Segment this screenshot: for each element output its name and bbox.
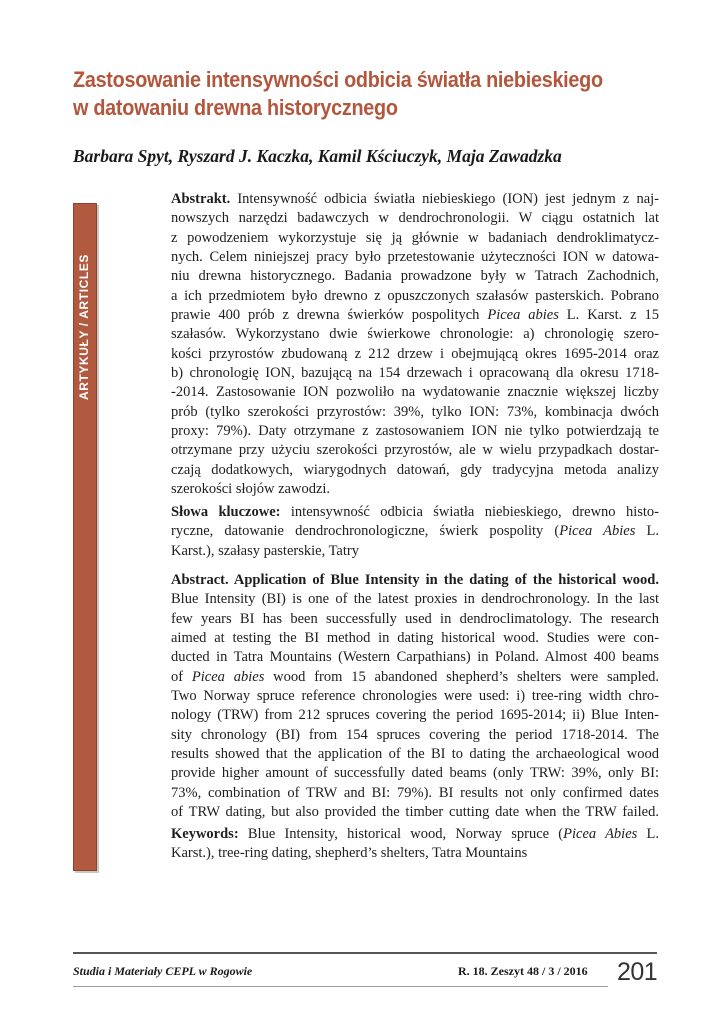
abstract-pl-line: nowszych narzędzi badawczych w dendrochronologii. W ciągu ostatnich lat	[171, 210, 659, 227]
abstract-pl-line: czają dodatkowych, wiarygodnych datowań, gdy tradycyjna metoda analizy	[171, 461, 659, 478]
article-title-line-1: Zastosowanie intensywności odbicia światła niebieskiego	[73, 67, 603, 92]
abstract-polish	[171, 190, 659, 500]
keywords-en-label: Keywords:	[171, 826, 239, 842]
species-name: Picea abies	[191, 668, 265, 685]
abstract-en-line: Blue Intensity (BI) is one of the latest proxies in dendrochronology. In the last	[171, 591, 659, 608]
abstract-pl-line: prawie 400 prób z drewna świerków pospolitych Picea abies L. Karst. z 15	[171, 307, 659, 324]
keywords-en-line: Keywords: Blue Intensity, historical wood, Norway spruce (Picea Abies L.	[171, 826, 659, 842]
abstract-en-line: of Picea abies wood from 15 abandoned shepherd’s shelters were sampled.	[171, 668, 659, 685]
page-number: 201	[617, 958, 658, 986]
abstract-pl-line: -2014. Zastosowanie ION pozwoliło na wydatowanie znacznie większej liczby	[171, 384, 659, 401]
species-name: Picea Abies	[559, 523, 636, 540]
abstract-en-line: sity chronology (BI) from 154 spruces covering the period 1718-2014. The	[171, 726, 659, 743]
species-name: Picea abies	[487, 307, 559, 324]
abstract-pl-line: z powodzeniem wykorzystuje się ją głównie w badaniach dendroklimatycz-	[171, 229, 659, 246]
abstract-pl-line: a ich przedmiotem było drewno z opuszczonych szałasów pasterskich. Pobrano	[171, 287, 659, 304]
abstract-en-line: of TRW dating, but also provided the timber cutting date when the TRW failed.	[171, 804, 659, 821]
abstract-pl-line: szerokości słojów zawodzi.	[171, 481, 331, 498]
article-title	[73, 66, 673, 122]
abstract-pl-line: otrzymane przy użyciu szerokości przyrostów, ale w wielu przypadkach dostar-	[171, 442, 659, 459]
abstract-en-label: Abstract. Application of Blue Intensity in the dating of the historical wood.	[171, 572, 659, 588]
article-title-line-2: w datowaniu drewna historycznego	[73, 95, 398, 120]
section-label: ARTYKUŁY / ARTICLES	[77, 253, 91, 401]
abstract-en-line: 73%, combination of TRW and BI: 79%). BI results not only confirmed dates	[171, 784, 659, 801]
keywords-pl-line: Słowa kluczowe: intensywność odbicia światła niebieskiego, drewno histo-	[171, 504, 659, 520]
keywords-english	[171, 825, 659, 864]
abstract-english	[171, 571, 659, 822]
abstract-pl-line: kości przyrostów zbudowaną z 212 drzew i obejmującą okres 1695-2014 oraz	[171, 345, 659, 362]
abstract-pl-label: Abstrakt.	[171, 191, 231, 207]
footer-divider-top	[73, 952, 657, 954]
keywords-pl-label: Słowa kluczowe:	[171, 504, 281, 520]
abstract-pl-line: szałasów. Wykorzystano dwie świerkowe chronologie: a) chronologię szero-	[171, 326, 659, 343]
abstract-en-line: results showed that the application of the BI to dating the archaeological wood	[171, 746, 659, 763]
abstract-pl-line: Abstrakt. Intensywność odbicia światła niebieskiego (ION) jest jednym z naj-	[171, 191, 659, 207]
abstract-en-line: aimed at testing the BI method in dating historical wood. Studies were con-	[171, 630, 659, 647]
abstract-pl-line: nych. Celem niniejszej pracy było przetestowanie użyteczności ION w datowa-	[171, 249, 659, 266]
footer-journal-name: Studia i Materiały CEPL w Rogowie	[73, 964, 253, 978]
abstract-en-line: Two Norway spruce reference chronologies were used: i) tree-ring width chro-	[171, 688, 659, 705]
keywords-pl-line: Karst.), szałasy pasterskie, Tatry	[171, 542, 359, 559]
keywords-polish	[171, 503, 659, 561]
abstract-en-line: ducted in Tatra Mountains (Western Carpathians) in Poland. Almost 400 beams	[171, 649, 659, 666]
keywords-pl-line: ryczne, datowanie dendrochronologiczne, świerk pospolity (Picea Abies L.	[171, 523, 659, 540]
footer-issue: R. 18. Zeszyt 48 / 3 / 2016	[458, 964, 588, 978]
abstract-pl-line: niu drewna historycznego. Badania prowadzone były w Tatrach Zachodnich,	[171, 268, 659, 285]
footer-divider-bottom	[73, 986, 608, 987]
abstract-en-line: provide higher amount of successfully dated beams (only TRW: 39%, only BI:	[171, 765, 659, 782]
abstract-en-line: nology (TRW) from 212 spruces covering the period 1695-2014; ii) Blue Inten-	[171, 707, 659, 724]
abstract-pl-line: proxy: 79%). Daty otrzymane z zastosowaniem ION nie tylko potwierdzają te	[171, 423, 659, 440]
abstract-pl-line: b) chronologię ION, bazującą na 154 drzewach i opracowaną dla okresu 1718-	[171, 365, 659, 382]
author-list: Barbara Spyt, Ryszard J. Kaczka, Kamil Kściuczyk, Maja Zawadzka	[73, 146, 562, 166]
keywords-en-line: Karst.), tree-ring dating, shepherd’s shelters, Tatra Mountains	[171, 845, 528, 862]
abstract-en-line: few years BI has been successfully used in dendroclimatology. The research	[171, 610, 659, 627]
abstract-pl-line: prób (tylko szerokości przyrostów: 39%, tylko ION: 73%, kombinacja dwóch	[171, 403, 659, 420]
species-name: Picea Abies	[563, 826, 638, 842]
